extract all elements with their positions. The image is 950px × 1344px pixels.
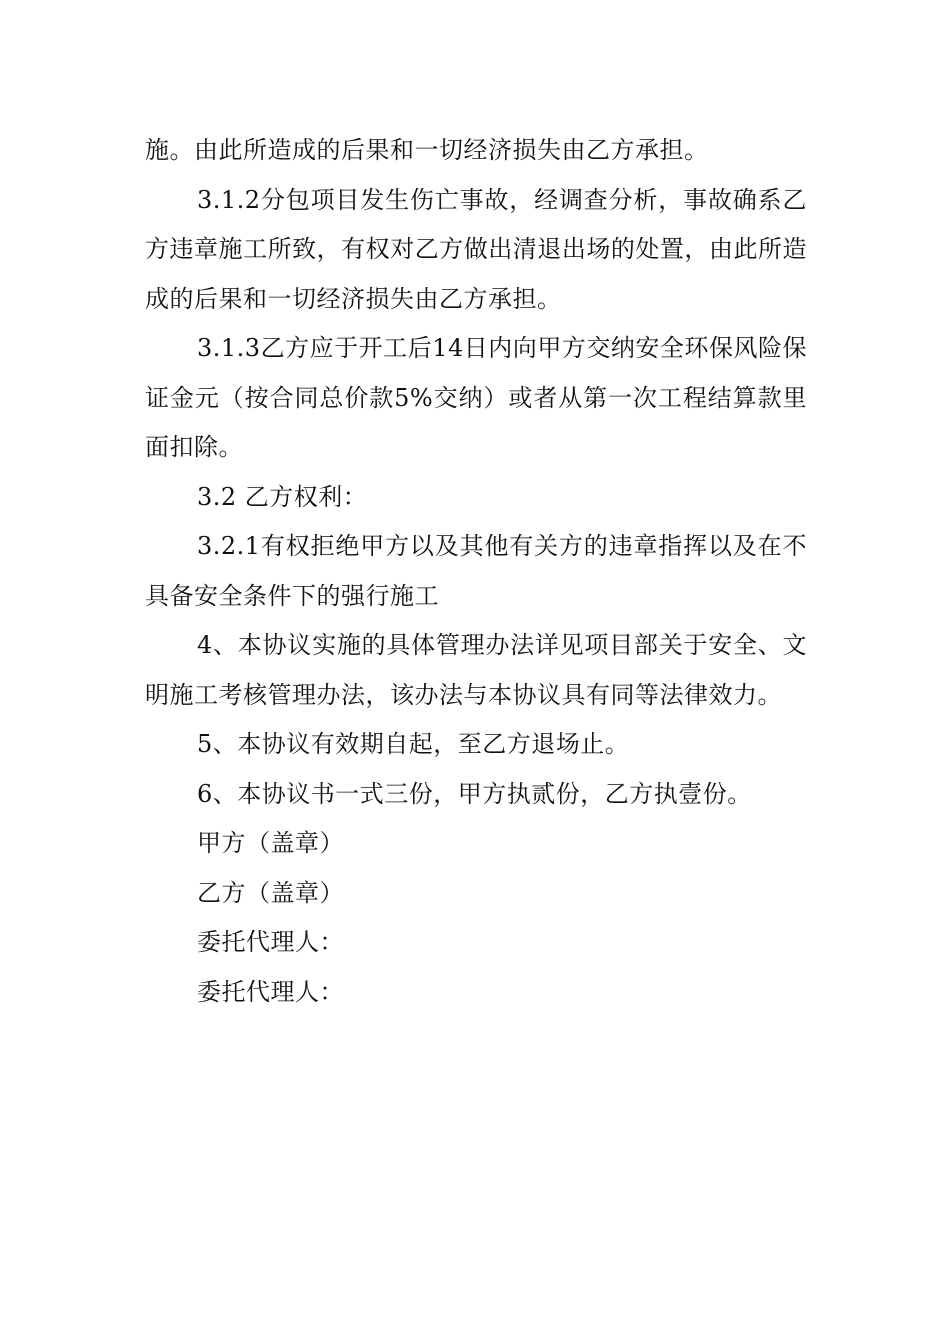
paragraph-3-1-3: 3.1.3乙方应于开工后14日内向甲方交纳安全环保风险保证金元（按合同总价款5%交纳）或者从第一次工程结算款里面扣除。 xyxy=(145,334,807,461)
signature-party-a: 甲方（盖章） xyxy=(197,829,344,857)
paragraph-continuation: 施。由此所造成的后果和一切经济损失由乙方承担。 xyxy=(145,136,709,164)
paragraph-4: 4、本协议实施的具体管理办法详见项目部关于安全、文明施工考核管理办法，该办法与本协议具有同等法律效力。 xyxy=(145,631,807,709)
document-body xyxy=(145,126,807,1017)
paragraph-3-1-2: 3.1.2分包项目发生伤亡事故，经调查分析，事故确系乙方违章施工所致，有权对乙方做出清退出场的处置，由此所造成的后果和一切经济损失由乙方承担。 xyxy=(145,185,807,313)
signature-agent-a: 委托代理人： xyxy=(197,928,344,956)
paragraph-3-2-1: 3.2.1有权拒绝甲方以及其他有关方的违章指挥以及在不具备安全条件下的强行施工 xyxy=(145,532,807,610)
signature-party-b: 乙方（盖章） xyxy=(197,878,344,907)
signature-agent-b: 委托代理人： xyxy=(197,977,344,1006)
paragraph-6: 6、本协议书一式三份，甲方执贰份，乙方执壹份。 xyxy=(197,779,752,808)
paragraph-3-2: 3.2 乙方权利： xyxy=(197,482,368,511)
paragraph-5: 5、本协议有效期自起，至乙方退场止。 xyxy=(197,730,630,758)
